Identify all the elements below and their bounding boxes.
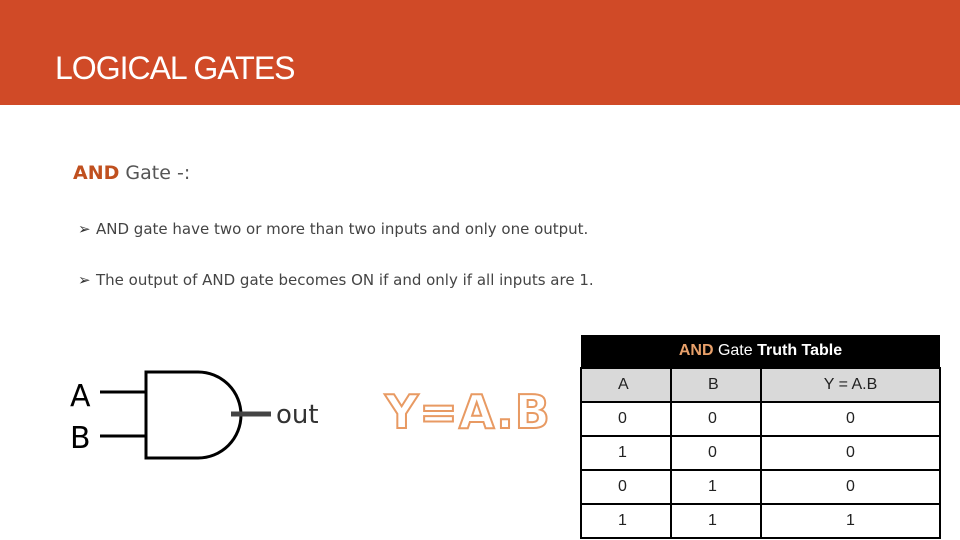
page-title: LOGICAL GATES: [55, 50, 295, 86]
table-cell: 0: [761, 402, 940, 436]
table-cell: 0: [671, 402, 761, 436]
output-label: out: [276, 400, 319, 430]
bullet-text: AND gate have two or more than two inputs and only one output.: [96, 220, 589, 238]
table-cell: 1: [671, 504, 761, 538]
table-row: [581, 402, 940, 436]
table-cell: 0: [581, 470, 671, 504]
arrow-bullet-icon: ➢: [78, 271, 91, 289]
boolean-equation: Y=A.B: [385, 385, 551, 439]
table-cell: 1: [761, 504, 940, 538]
table-cell: 0: [761, 470, 940, 504]
heading-rest: Gate -:: [119, 162, 191, 184]
table-cell: 0: [761, 436, 940, 470]
input-b-label: B: [70, 421, 91, 456]
column-header: B: [671, 368, 761, 402]
table-cell: 1: [671, 470, 761, 504]
caption-keyword: AND: [678, 342, 714, 359]
caption-mid: Gate: [713, 342, 758, 359]
table-cell: 1: [581, 504, 671, 538]
section-heading: [73, 162, 190, 184]
table-row: [581, 436, 940, 470]
title-banner: [0, 0, 960, 105]
column-header: A: [581, 368, 671, 402]
truth-table: [580, 335, 941, 539]
table-row: [581, 504, 940, 538]
bullet-item: [78, 271, 594, 289]
column-header: Y = A.B: [761, 368, 940, 402]
arrow-bullet-icon: ➢: [78, 220, 91, 238]
table-header-row: [581, 368, 940, 402]
table-cell: 0: [671, 436, 761, 470]
truth-table-caption: [581, 335, 940, 368]
table-row: [581, 470, 940, 504]
table-cell: 0: [581, 402, 671, 436]
caption-rest: Truth Table: [757, 342, 843, 359]
bullet-item: [78, 220, 588, 238]
table-cell: 1: [581, 436, 671, 470]
and-gate-diagram: [68, 360, 338, 460]
heading-keyword: AND: [73, 162, 120, 184]
bullet-text: The output of AND gate becomes ON if and only if all inputs are 1.: [96, 271, 594, 289]
input-a-label: A: [70, 379, 91, 414]
and-gate-symbol: [146, 372, 241, 458]
